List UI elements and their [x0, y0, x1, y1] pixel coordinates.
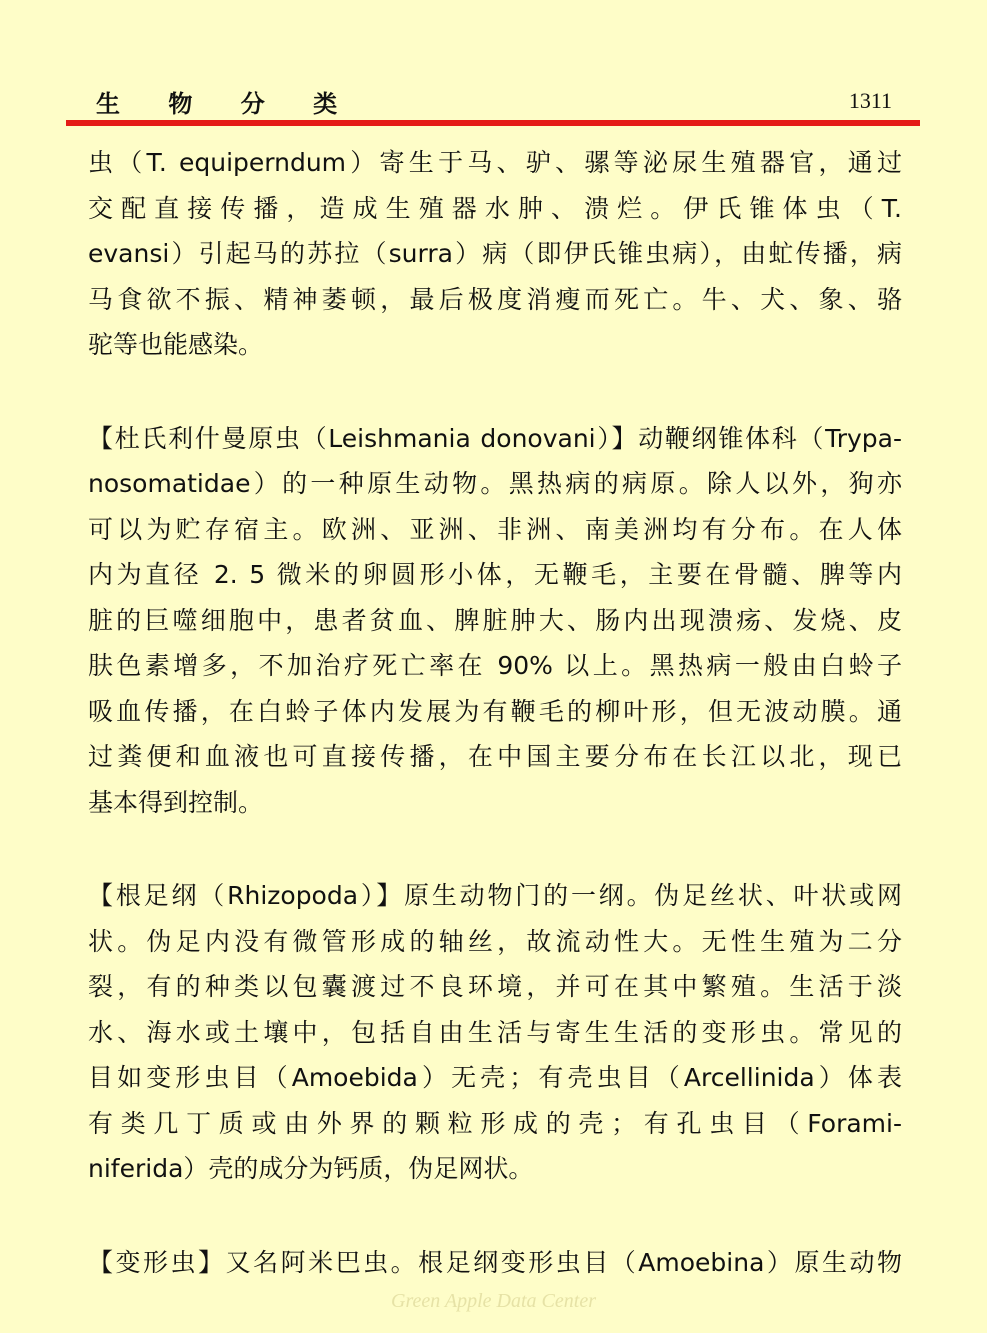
text-line: 【根足纲（Rhizopoda）】原生动物门的一纲。伪足丝状、叶状或网	[88, 881, 902, 910]
text-line: 内为直径 2. 5 微米的卵圆形小体，无鞭毛，主要在骨髓、脾等内	[88, 560, 902, 589]
text-line: 可以为贮存宿主。欧洲、亚洲、非洲、南美洲均有分布。在人体	[88, 514, 902, 544]
text-line: 有类几丁质或由外界的颗粒形成的壳；有孔虫目（Forami-	[88, 1108, 902, 1138]
text-line: 驼等也能感染。	[88, 330, 264, 359]
main-text	[88, 140, 902, 1333]
text-line: 吸血传播，在白蛉子体内发展为有鞭毛的柳叶形，但无波动膜。通	[88, 696, 902, 726]
paragraph	[88, 1240, 902, 1286]
text-line: 【变形虫】又名阿米巴虫。根足纲变形虫目（Amoebina）原生动物	[88, 1247, 902, 1277]
paragraph	[88, 416, 902, 826]
text-line: 裂，有的种类以包囊渡过不良环境，并可在其中繁殖。生活于淡	[88, 972, 902, 1001]
text-line: 目如变形虫目（Amoebida）无壳；有壳虫目（Arcellinida）体表	[88, 1063, 902, 1092]
text-line: 交配直接传播，造成生殖器水肿、溃烂。伊氏锥体虫（T.	[88, 193, 902, 223]
text-line: 脏的巨噬细胞中，患者贫血、脾脏肿大、肠内出现溃疡、发烧、皮	[88, 605, 902, 635]
text-line: 状。伪足内没有微管形成的轴丝，故流动性大。无性生殖为二分	[88, 926, 902, 956]
paragraph	[88, 140, 902, 368]
text-line: 【杜氏利什曼原虫（Leishmania donovani）】动鞭纲锥体科（Trypa-	[88, 423, 902, 453]
page-number: 1311	[848, 88, 892, 113]
text-line: evansi）引起马的苏拉（surra）病（即伊氏锥虫病），由虻传播，病	[88, 239, 902, 268]
text-line: 过粪便和血液也可直接传播，在中国主要分布在长江以北，现已	[88, 742, 902, 771]
text-line: 虫（T. equiperndum）寄生于马、驴、骡等泌尿生殖器官，通过	[88, 148, 902, 177]
section-title: 生 物 分 类	[96, 90, 358, 118]
text-line: nosomatidae）的一种原生动物。黑热病的病原。除人以外，狗亦	[88, 469, 902, 498]
text-line: 基本得到控制。	[88, 787, 264, 817]
text-line: niferida）壳的成分为钙质，伪足网状。	[88, 1154, 534, 1183]
watermark: Green Apple Data Center	[391, 1290, 596, 1312]
text-line: 马食欲不振、精神萎顿，最后极度消瘦而死亡。牛、犬、象、骆	[88, 284, 902, 314]
text-line: 水、海水或土壤中，包括自由生活与寄生生活的变形虫。常见的	[88, 1017, 902, 1047]
page-header	[68, 80, 920, 120]
text-line: 肤色素增多，不加治疗死亡率在 90% 以上。黑热病一般由白蛉子	[88, 651, 902, 680]
header-rule	[66, 120, 920, 126]
paragraph	[88, 873, 902, 1192]
